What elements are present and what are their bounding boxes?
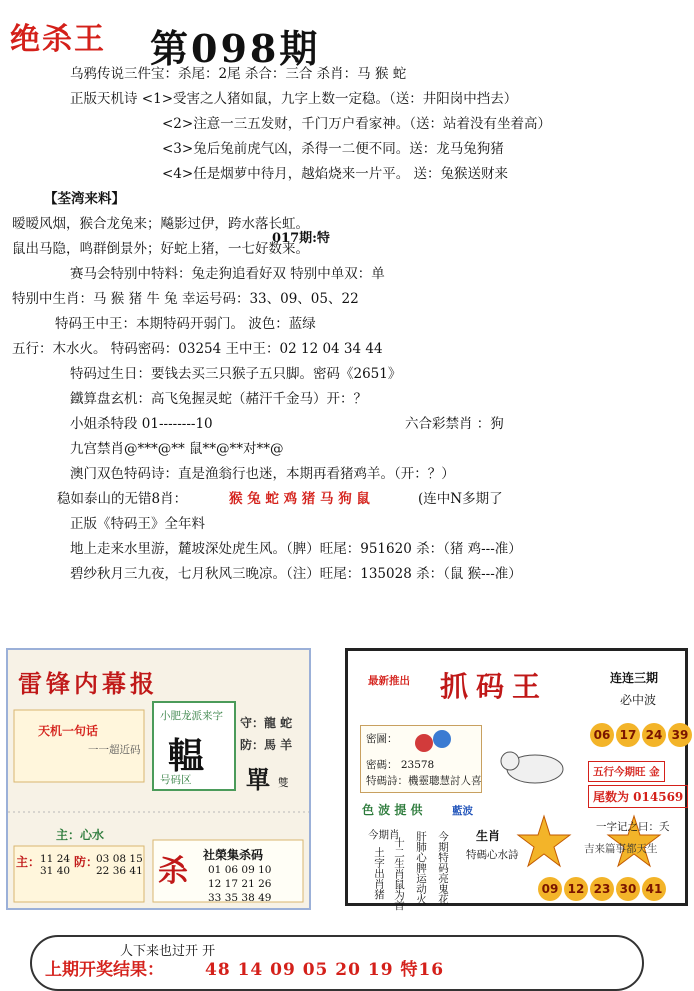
column-4: 今期特码亮鬼花 — [437, 831, 449, 905]
macau-poem: 澳门双色特码诗：直是渔翁行也迷，本期再看猪鸡羊。（开：？） — [70, 466, 455, 482]
kill-code-row-3: 33 35 38 49 — [208, 892, 272, 904]
issue-number: 第098期 — [150, 26, 321, 71]
king-special: 特码王中王：本期特码开弱门。 波色：蓝绿 — [55, 316, 316, 332]
nine-palace-ban: 九宫禁肖@***@** 鼠**@**对**@ — [70, 441, 284, 457]
previous-result-label: 上期开奖结果： — [45, 960, 164, 980]
ball: 24 — [642, 723, 666, 747]
overlay-stamp: 017期:特 — [272, 231, 330, 246]
verse-line-2: 鼠出马隐，鸣群倒景外；好蛇上猪，一七好数来。 — [12, 241, 309, 257]
fang-label: 防： — [74, 855, 99, 869]
forecast-line-1: 地上走来水里游，麓坡深处虎生风。（脾）旺尾：951620 杀：（猪 鸡---准） — [70, 541, 522, 557]
tianji-poem-2: <2>注意一三五发财，千门万户看家神。（送：站着没有坐着高） — [162, 116, 551, 132]
defend-zodiac: 防：馬 羊 — [240, 738, 293, 752]
even-mark: 雙 — [278, 777, 289, 789]
secret-label: 密圖： — [366, 733, 398, 745]
cat-drawing — [490, 737, 580, 795]
today-zodiac-label: 今期肖 — [368, 829, 400, 841]
center-top-label: 小肥龙派来字 — [160, 710, 223, 722]
ball: 12 — [564, 877, 588, 901]
ball: 41 — [642, 877, 666, 901]
column-2: 十二生肖鼠为首 — [393, 837, 405, 911]
tianji-poem-3: <3>兔后兔前虎气凶，杀得一二便不同。送：龙马兔狗猪 — [162, 141, 504, 157]
ball: 30 — [616, 877, 640, 901]
eight-zodiac-list: 猴 兔 蛇 鸡 猪 马 狗 鼠 — [229, 491, 370, 507]
ball: 23 — [590, 877, 614, 901]
special-poem: 特碼詩：機靈聰慧討人喜 — [366, 775, 482, 787]
section-heading: 【荃湾来料】 — [44, 191, 125, 207]
three-streak: 连连三期 — [610, 671, 659, 685]
liuhe-ban: 六合彩禁肖 ：狗 — [405, 416, 504, 432]
color-wave-value: 藍波 — [452, 805, 473, 817]
one-word: 一字记之曰：夭 — [596, 821, 670, 833]
bottom-balls — [538, 877, 668, 901]
forecast-line-2: 碧纱秋月三九夜，七月秋风三晚凉。（注）旺尾：135028 杀：（鼠 猴---准） — [70, 566, 522, 582]
must-wave: 必中波 — [620, 693, 657, 707]
ball: 09 — [538, 877, 562, 901]
kill-code-row-2: 12 17 21 26 — [208, 878, 272, 890]
center-character: 輼 — [168, 735, 205, 777]
abacus-secret: 鐵算盘玄机：高飞兔握灵蛇（赭汗千金马）开：？ — [70, 391, 367, 407]
number-zone-label: 号码区 — [160, 774, 192, 786]
ball: 17 — [616, 723, 640, 747]
secret-picture — [410, 727, 460, 755]
ball: 39 — [668, 723, 692, 747]
kill-code-title: 社榮集杀码 — [203, 848, 264, 862]
column-1: 土字出肖猪 — [373, 847, 385, 900]
annual-material: 正版《特码王》全年料 — [70, 516, 205, 532]
birthday-code: 特码过生日：要钱去买三只猴子五只脚。密码《2651》 — [70, 366, 402, 382]
zhu-label: 主： — [16, 855, 41, 869]
eight-zodiac-label: 稳如泰山的无错8肖： — [57, 491, 188, 507]
previous-result-numbers: 48 14 09 05 20 19 特16 — [205, 960, 445, 980]
leifeng-panel — [6, 648, 311, 910]
kill-code-row-1: 01 06 09 10 — [208, 864, 272, 876]
brand-title: 绝杀王 — [10, 22, 106, 57]
zhu-numbers: 11 24 31 40 — [40, 853, 71, 877]
leifeng-title: 雷锋内幕报 — [18, 669, 158, 698]
odd-mark: 單 — [246, 765, 270, 794]
ball: 06 — [590, 723, 614, 747]
guard-zodiac: 守：龍 蛇 — [240, 716, 293, 730]
tail-numbers: 尾数为 014569 — [588, 785, 688, 808]
five-element-today: 五行今期旺 金 — [588, 761, 665, 782]
crow-legend-line: 乌鸦传说三件宝：杀尾：2尾 杀合：三合 杀肖：马 猴 蛇 — [70, 66, 407, 82]
handwritten-note: 人下来也过开 开 — [120, 944, 216, 959]
tianji-poem-4: <4>任是烟萝中待月，越焰烧来一片平。 送：兔猴送财来 — [162, 166, 509, 182]
heart-poem-label: 特碼心水詩 — [466, 849, 519, 861]
race-special: 赛马会特别中特料：兔走狗追看好双 特别中单双：单 — [70, 266, 385, 282]
eight-zodiac-suffix: (连中N多期了 — [418, 491, 503, 507]
luck-line: 吉来篇事都天生 — [584, 843, 658, 855]
secret-code: 密碼： 23578 — [366, 759, 435, 771]
five-elements: 五行：木水火。 特码密码：03254 王中王：02 12 04 34 44 — [12, 341, 383, 357]
new-release-tag: 最新推出 — [368, 675, 410, 687]
zhuama-panel — [345, 648, 689, 911]
main-heart: 主：心水 — [56, 828, 105, 842]
zodiac-label: 生肖 — [476, 829, 501, 843]
miss-kill-range: 小姐杀特段 01--------10 — [70, 416, 213, 432]
color-wave-label: 色 波 提 供 — [362, 803, 423, 817]
tianji-heading: 天机一句话 — [38, 724, 99, 738]
top-balls — [590, 723, 694, 747]
column-3: 肝肺心脾运动火 — [415, 831, 427, 905]
kill-character: 杀 — [158, 854, 188, 889]
tianji-sub: 一一超近码 — [88, 744, 141, 756]
zhuama-title: 抓码王 — [440, 670, 549, 703]
tianji-poem-1: 正版天机诗 <1>受害之人猪如鼠，九字上数一定稳。（送：井阳岗中挡去） — [70, 91, 518, 107]
verse-line-1: 暧暧风烟，猴合龙兔来；飚影过伊，跨水落长虹。 — [12, 216, 309, 232]
special-zodiac: 特别中生肖：马 猴 猪 牛 兔 幸运号码：33、09、05、22 — [12, 291, 359, 307]
fang-numbers: 03 08 15 22 36 41 — [96, 853, 143, 877]
